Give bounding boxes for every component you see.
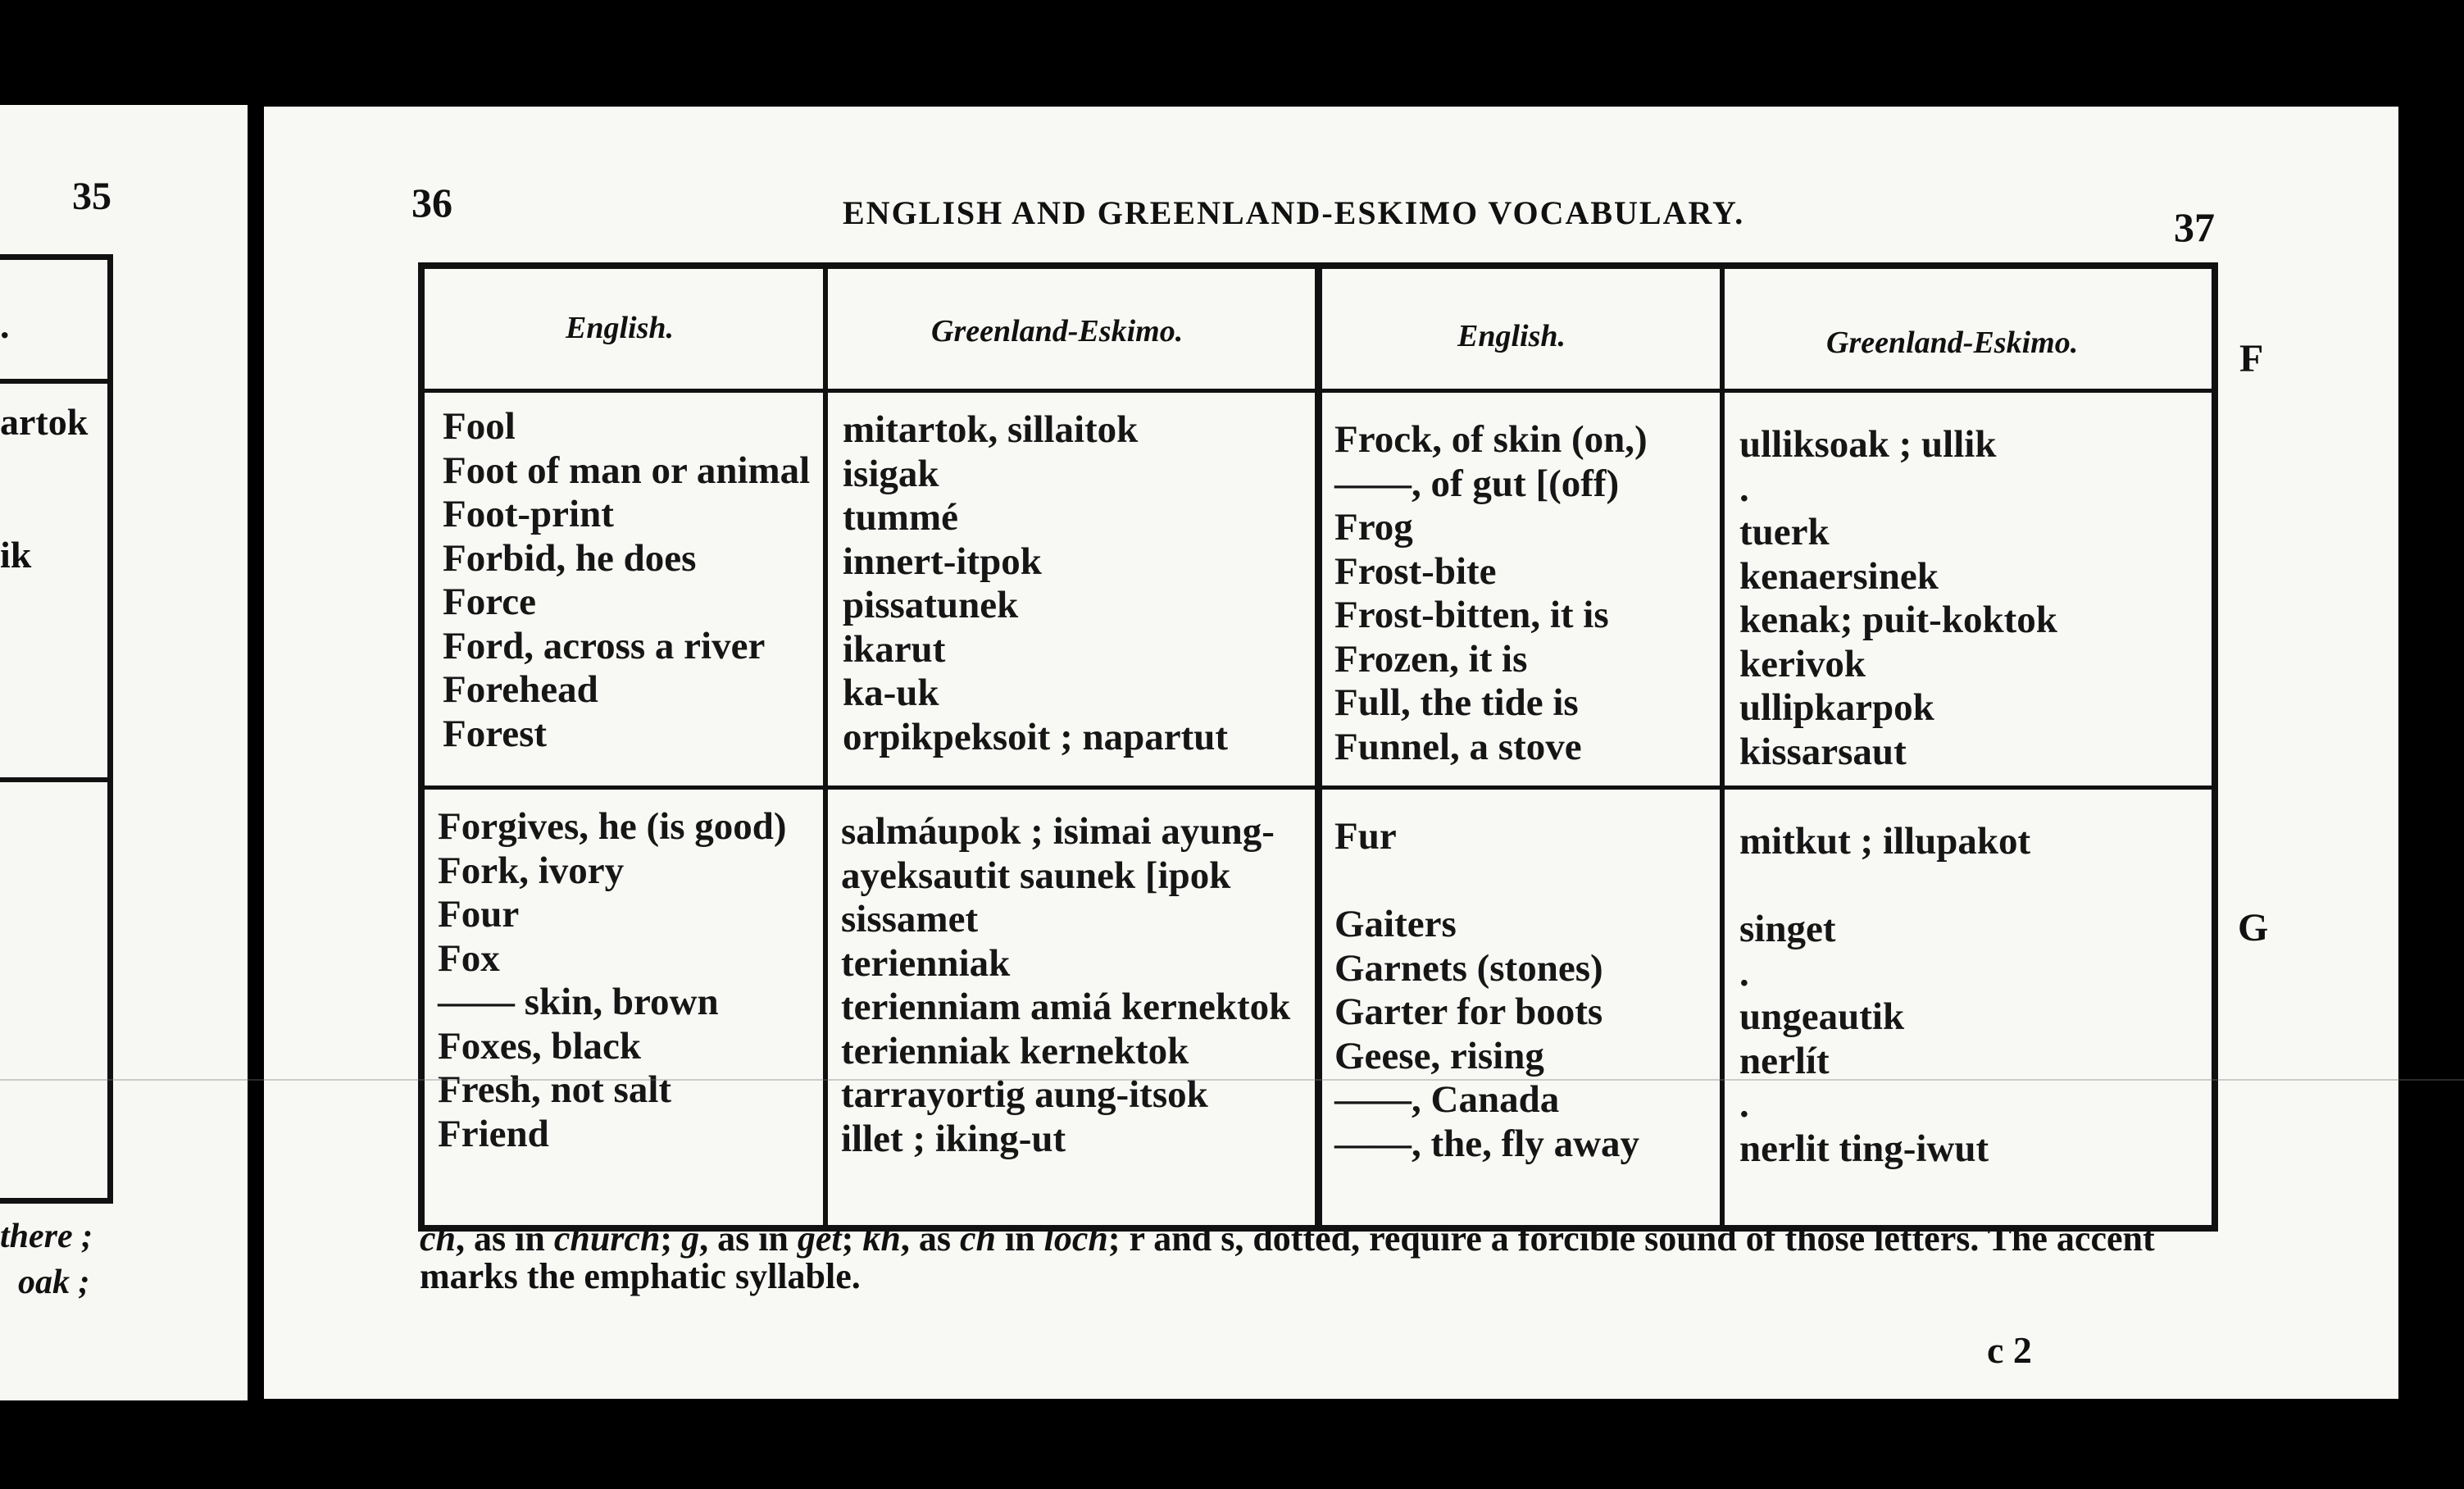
scan-artifact-line [0, 1079, 2464, 1081]
entry-english: Forest [443, 712, 548, 755]
column-divider [1720, 264, 1725, 1230]
entry-english: Gaiters [1334, 903, 1457, 945]
footnote-text: , as [900, 1218, 960, 1259]
entry-eskimo: kissarsaut [1739, 730, 1907, 773]
entry-eskimo: . [1739, 467, 1749, 510]
entry-eskimo: ka-uk [843, 672, 939, 714]
entry-eskimo: singet [1739, 908, 1836, 950]
entry-english: Fool [443, 405, 516, 448]
entry-eskimo: nerlít [1739, 1039, 1830, 1082]
entry-eskimo: kenak; puit-koktok [1739, 599, 2057, 641]
printer-signature: c 2 [1987, 1329, 2032, 1371]
entry-eskimo: ayeksautit saunek [ipok [841, 854, 1231, 897]
margin-letter-g: G [2238, 906, 2269, 949]
entry-eskimo: tummé [843, 496, 958, 539]
left-fragment-text: artok [0, 401, 89, 443]
left-fragment-divider [0, 777, 113, 782]
entry-eskimo: isigak [843, 452, 939, 495]
entry-english: Frozen, it is [1334, 637, 1528, 681]
entry-english: Foot of man or animal [443, 449, 811, 492]
footnote-example: church [553, 1218, 661, 1259]
entry-english: Foxes, black [438, 1024, 642, 1068]
entry-english: Forbid, he does [443, 536, 697, 580]
entry-eskimo: terienniak kernektok [841, 1029, 1189, 1072]
eskimo-column-left-g [841, 810, 1290, 1161]
english-column-left-f [443, 405, 810, 756]
footnote-text: ; [660, 1218, 682, 1259]
footnote-example: get [797, 1218, 842, 1259]
entry-eskimo: terienniak [841, 941, 1011, 985]
page-number-left: 36 [411, 180, 452, 225]
footnote-text: , as in [699, 1218, 798, 1259]
entry-english: Fresh, not salt [438, 1068, 672, 1111]
left-footnote-text: oak ; [18, 1264, 90, 1301]
entry-english: Garnets (stones) [1334, 946, 1603, 990]
entry-english: Fox [438, 936, 500, 980]
entry-english: Ford, across a river [443, 624, 766, 667]
header-divider [425, 389, 2212, 393]
footnote-text: r and s, dotted, require a forcible sound of those letters. The accent marks the emphatic syllable. [420, 1218, 2155, 1296]
entry-eskimo: tuerk [1739, 511, 1830, 553]
left-page-table-fragment [0, 254, 113, 1204]
entry-eskimo: innert-itpok [843, 540, 1042, 583]
page-title: ENGLISH AND GREENLAND-ESKIMO VOCABULARY. [843, 194, 1745, 231]
left-fragment-divider [0, 379, 113, 384]
entry-eskimo: sissamet [841, 898, 979, 940]
eskimo-column-left-f [843, 408, 1228, 759]
entry-english: Four [438, 893, 520, 936]
footnote-example: loch [1043, 1218, 1108, 1259]
left-footnote-text: there ; [0, 1218, 93, 1255]
footnote-example: g [681, 1218, 700, 1259]
entry-eskimo: tarrayortig aung-itsok [841, 1073, 1208, 1116]
entry-english: ——, Canada [1334, 1078, 1560, 1121]
column-header-english: English. [566, 311, 675, 345]
entry-eskimo: orpikpeksoit ; napartut [843, 715, 1229, 758]
eskimo-column-right-g [1739, 820, 2030, 1171]
footnote-text: , as in [456, 1218, 554, 1259]
entry-english: Force [443, 581, 536, 623]
english-column-right-g [1334, 815, 1639, 1166]
entry-eskimo [1739, 864, 2030, 908]
entry-english: Full, the tide is [1334, 681, 1579, 724]
entry-eskimo: nerlit ting-iwut [1739, 1127, 1989, 1170]
section-divider [425, 785, 2212, 790]
entry-english: Garter for boots [1334, 990, 1603, 1033]
entry-english: ——, of gut [(off) [1334, 462, 1620, 505]
entry-eskimo: mitkut ; illupakot [1739, 820, 2031, 863]
margin-letter-f: F [2239, 337, 2264, 380]
entry-english: Forgives, he (is good) [438, 805, 787, 848]
footnote-example: ch [420, 1218, 456, 1259]
entry-eskimo: illet ; iking-ut [841, 1117, 1066, 1160]
entry-english: Frock, of skin (on,) [1334, 418, 1648, 461]
entry-eskimo: . [1739, 951, 1749, 995]
entry-english: Friend [438, 1112, 549, 1155]
column-header-eskimo: Greenland-Eskimo. [931, 314, 1184, 348]
left-page-number: 35 [72, 175, 111, 218]
entry-english: ——, the, fly away [1334, 1122, 1640, 1165]
left-fragment-text: . [0, 304, 10, 346]
entry-english: Frost-bite [1334, 549, 1497, 593]
pronunciation-footnote [420, 1220, 2231, 1295]
english-column-left-g [438, 805, 787, 1156]
column-divider [823, 264, 828, 1230]
entry-english: Forehead [443, 668, 598, 711]
column-divider [1315, 264, 1322, 1230]
footnote-text: ; [1107, 1218, 1130, 1259]
column-header-english: English. [1457, 319, 1566, 353]
footnote-text: in [995, 1218, 1044, 1259]
entry-english: Fork, ivory [438, 849, 625, 892]
footnote-example: ch [959, 1218, 996, 1259]
entry-eskimo: ikarut [843, 627, 946, 671]
entry-eskimo: salmáupok ; isimai ayung- [841, 810, 1275, 853]
footnote-text: ; [841, 1218, 863, 1259]
entry-eskimo: ungeautik [1739, 995, 1905, 1038]
entry-english [1334, 859, 1639, 904]
left-fragment-text: ik [0, 534, 32, 576]
english-column-right-f [1334, 418, 1648, 769]
entry-eskimo: mitartok, sillaitok [843, 408, 1139, 451]
footnote-example: kh [862, 1218, 901, 1259]
entry-english: Geese, rising [1334, 1034, 1544, 1077]
entry-english: Funnel, a stove [1334, 725, 1582, 768]
entry-english: Frog [1334, 506, 1413, 549]
entry-eskimo: kenaersinek [1739, 554, 1939, 598]
eskimo-column-right-f [1739, 423, 2057, 774]
entry-english: —— skin, brown [438, 981, 719, 1023]
entry-eskimo: terienniam amiá kernektok [841, 986, 1291, 1028]
entry-english: Fur [1334, 815, 1397, 858]
column-header-eskimo: Greenland-Eskimo. [1826, 326, 2079, 360]
entry-english: Frost-bitten, it is [1334, 594, 1609, 636]
entry-english: Foot-print [443, 493, 614, 535]
entry-eskimo: pissatunek [843, 584, 1019, 626]
entry-eskimo: ulliksoak ; ullik [1739, 423, 1997, 466]
entry-eskimo: . [1739, 1083, 1749, 1126]
entry-eskimo: ullipkarpok [1739, 686, 1934, 729]
entry-eskimo: kerivok [1739, 642, 1866, 685]
page-number-right: 37 [2174, 204, 2215, 250]
